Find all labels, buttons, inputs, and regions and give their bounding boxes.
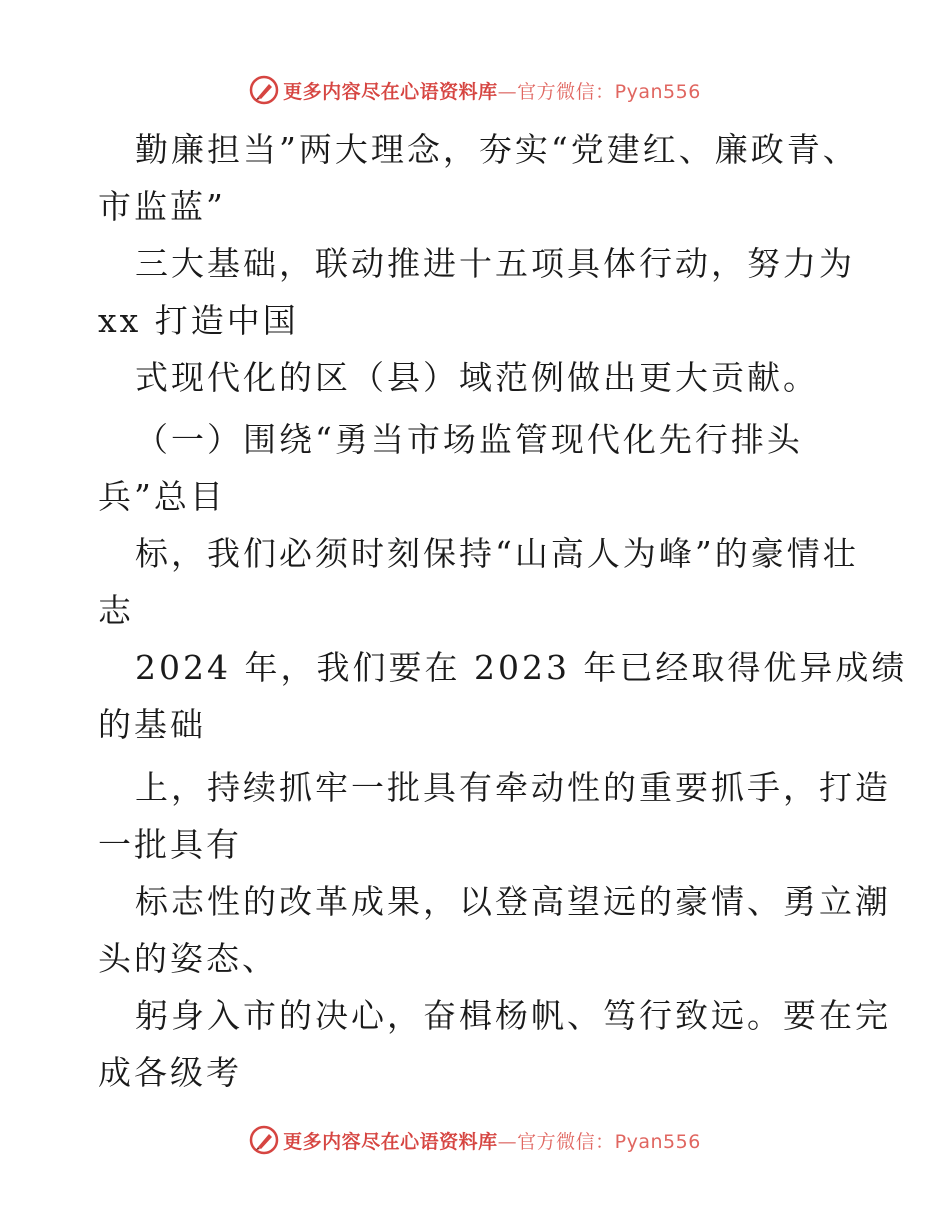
watermark-main: 更多内容尽在心语资料库 (283, 1130, 498, 1153)
text-line: 的基础 (98, 705, 206, 744)
watermark-wechat: 官方微信：Pyan556 (517, 80, 701, 103)
text-line: 头的姿态、 (98, 939, 278, 978)
text-line: 标，我们必须时刻保持“山高人为峰”的豪情壮 (135, 534, 859, 573)
watermark-main: 更多内容尽在心语资料库 (283, 80, 498, 103)
text-line: 成各级考 (98, 1053, 242, 1092)
watermark-separator: — (497, 80, 518, 103)
text-line: 2024 年，我们要在 2023 年已经取得优异成绩 (135, 648, 908, 687)
text-line: xx 打造中国 (98, 301, 299, 340)
text-line: 勤廉担当”两大理念，夯实“党建红、廉政青、 (135, 130, 859, 169)
watermark-banner-bottom (0, 1120, 950, 1160)
text-line: 躬身入市的决心，奋楫杨帆、笃行致远。要在完 (135, 996, 891, 1035)
text-line: 志 (98, 591, 134, 630)
text-line: （一）围绕“勇当市场监管现代化先行排头 (135, 420, 803, 459)
pen-logo-icon (249, 75, 279, 105)
text-line: 一批具有 (98, 825, 242, 864)
watermark-wechat: 官方微信：Pyan556 (517, 1130, 701, 1153)
watermark-text (283, 77, 701, 104)
watermark-text (283, 1127, 701, 1154)
text-line: 标志性的改革成果，以登高望远的豪情、勇立潮 (135, 882, 891, 921)
text-line: 市监蓝” (98, 187, 226, 226)
text-line: 兵”总目 (98, 477, 226, 516)
pen-logo-icon (249, 1125, 279, 1155)
text-line: 式现代化的区（县）域范例做出更大贡献。 (135, 358, 819, 397)
watermark-banner-top (0, 70, 950, 110)
text-line: 上，持续抓牢一批具有牵动性的重要抓手，打造 (135, 768, 891, 807)
watermark-separator: — (497, 1130, 518, 1153)
text-line: 三大基础，联动推进十五项具体行动，努力为 (135, 244, 855, 283)
